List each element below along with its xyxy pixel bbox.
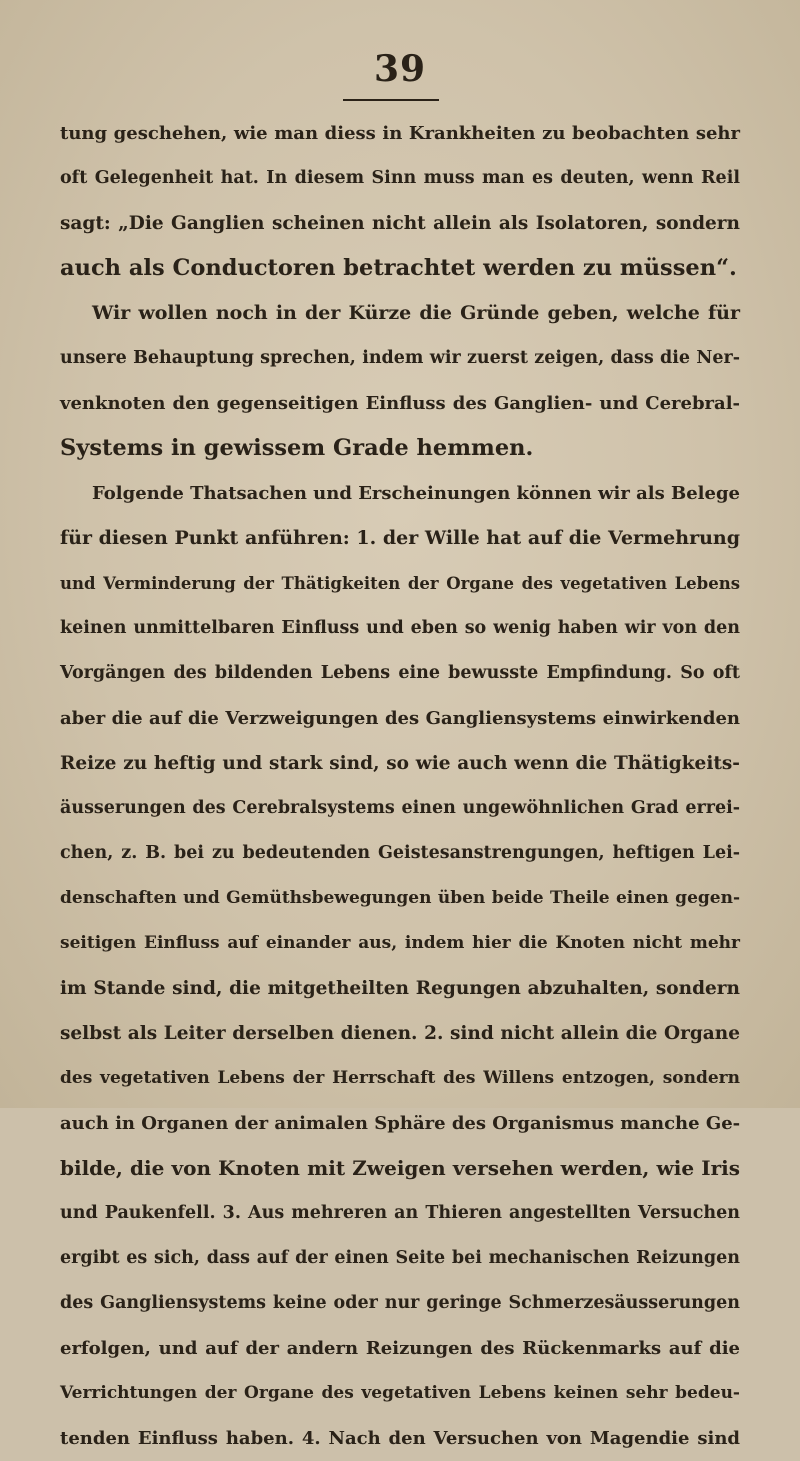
text-line: venknoten den gegenseitigen Einfluss des Ganglien- und Cerebral- (60, 393, 740, 414)
body-text (60, 111, 740, 1461)
text-line: ergibt es sich, dass auf der einen Seite bei mechanischen Reizungen (60, 1248, 740, 1268)
text-line: seitigen Einfluss auf einander aus, indem hier die Knoten nicht mehr (60, 933, 740, 953)
text-line: Verrichtungen der Organe des vegetativen Lebens keinen sehr bedeu- (60, 1383, 740, 1403)
text-line: keinen unmittelbaren Einfluss und eben so wenig haben wir von den (60, 618, 740, 638)
text-line: Folgende Thatsachen und Erscheinungen können wir als Belege (92, 483, 740, 504)
header-rule (343, 99, 439, 101)
text-line: auch als Conductoren betrachtet werden zu müssen“. (60, 255, 737, 281)
text-line: chen, z. B. bei zu bedeutenden Geistesanstrengungen, heftigen Lei- (60, 843, 740, 863)
text-line: für diesen Punkt anführen: 1. der Wille hat auf die Vermehrung (60, 527, 740, 549)
text-line: Systems in gewissem Grade hemmen. (60, 435, 534, 461)
text-line: und Paukenfell. 3. Aus mehreren an Thieren angestellten Versuchen (60, 1203, 740, 1223)
page-number: 39 (373, 48, 427, 90)
text-line: selbst als Leiter derselben dienen. 2. sind nicht allein die Organe (60, 1023, 740, 1044)
text-line: und Verminderung der Thätigkeiten der Organe des vegetativen Lebens (60, 574, 740, 593)
text-line: erfolgen, und auf der andern Reizungen des Rückenmarks auf die (60, 1338, 740, 1359)
text-line: aber die auf die Verzweigungen des Gangliensystems einwirkenden (60, 708, 740, 729)
text-line: des Gangliensystems keine oder nur geringe Schmerzesäusserungen (60, 1293, 740, 1313)
text-line: bilde, die von Knoten mit Zweigen versehen werden, wie Iris (60, 1156, 740, 1180)
text-line: Wir wollen noch in der Kürze die Gründe geben, welche für (92, 302, 740, 324)
text-line: des vegetativen Lebens der Herrschaft des Willens entzogen, sondern (60, 1068, 740, 1088)
text-line: oft Gelegenheit hat. In diesem Sinn muss man es deuten, wenn Reil (60, 168, 740, 188)
text-line: im Stande sind, die mitgetheilten Regungen abzuhalten, sondern (60, 978, 740, 999)
text-line: Vorgängen des bildenden Lebens eine bewusste Empfindung. So oft (60, 663, 740, 683)
text-line: denschaften und Gemüthsbewegungen üben beide Theile einen gegen- (60, 888, 740, 908)
text-line: tung geschehen, wie man diess in Krankheiten zu beobachten sehr (60, 123, 740, 144)
text-line: unsere Behauptung sprechen, indem wir zuerst zeigen, dass die Ner- (60, 348, 740, 368)
text-line: tenden Einfluss haben. 4. Nach den Versuchen von Magendie sind (60, 1428, 740, 1449)
text-line: sagt: „Die Ganglien scheinen nicht allein als Isolatoren, sondern (60, 213, 740, 234)
text-line: auch in Organen der animalen Sphäre des Organismus manche Ge- (60, 1113, 741, 1134)
text-line: Reize zu heftig und stark sind, so wie auch wenn die Thätigkeits- (60, 753, 740, 774)
text-line: äusserungen des Cerebralsystems einen ungewöhnlichen Grad errei- (60, 798, 740, 818)
